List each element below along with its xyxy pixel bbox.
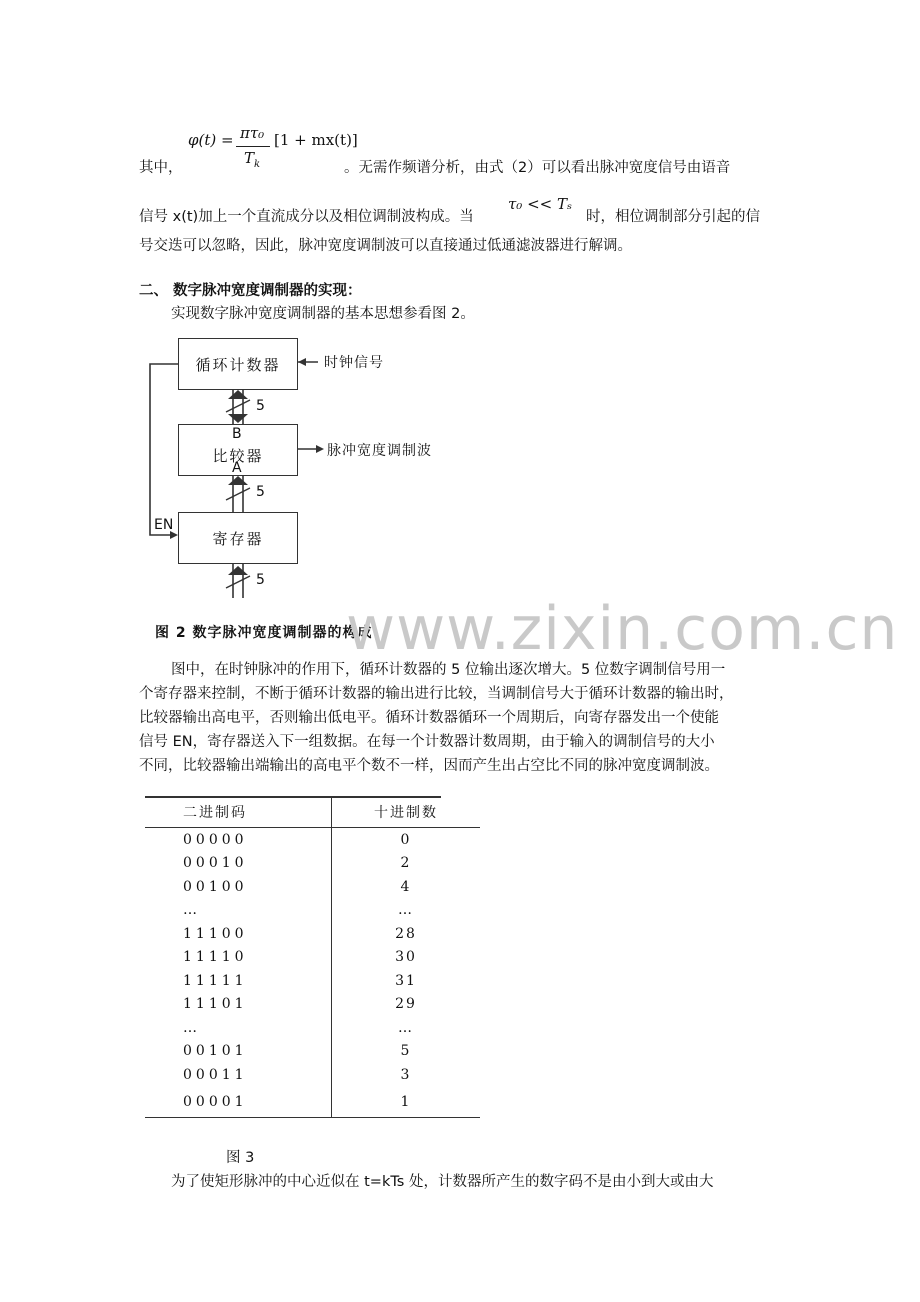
- table-row: [145, 1087, 480, 1118]
- table-row: [145, 1063, 480, 1087]
- decimal-cell: 29: [395, 996, 417, 1013]
- figure-2-caption: 图 2 数字脉冲宽度调制器的构成: [155, 625, 373, 641]
- port-b-label: B: [232, 426, 242, 442]
- para1-inline-formula: τ₀ << Tₛ: [508, 195, 573, 213]
- counter-box: [178, 338, 298, 390]
- table-row: [145, 828, 480, 852]
- register-label: 寄存器: [212, 529, 264, 548]
- binary-cell: 00101: [145, 1040, 332, 1064]
- binary-cell: 11110: [145, 946, 332, 970]
- para2-line: 个寄存器来控制，不断于循环计数器的输出进行比较，当调制信号大于循环计数器的输出时，: [139, 686, 734, 702]
- counter-label: 循环计数器: [195, 355, 281, 374]
- enable-label: EN: [154, 517, 174, 533]
- port-a-label: A: [232, 460, 242, 476]
- para2-line: 信号 EN，寄存器送入下一组数据。在每一个计数器计数周期，由于输入的调制信号的大小: [139, 734, 715, 750]
- table-header-row: [145, 797, 480, 828]
- formula-lhs: φ(t) =: [188, 131, 234, 149]
- decimal-cell: 0: [400, 831, 412, 848]
- table-row: [145, 852, 480, 876]
- para1-line3: 号交迭可以忽略，因此，脉冲宽度调制波可以直接通过低通滤波器进行解调。: [139, 238, 632, 254]
- decimal-cell: 30: [395, 949, 417, 966]
- figure-3-caption: 图 3: [226, 1150, 255, 1166]
- decimal-cell: …: [398, 1019, 414, 1036]
- para1-rest: 。无需作频谱分析，由式（2）可以看出脉冲宽度信号由语音: [344, 160, 731, 176]
- register-box: [178, 512, 298, 564]
- binary-cell: …: [145, 899, 332, 923]
- formula-bracket: [1 + mx(t)]: [274, 131, 358, 149]
- table-row: [145, 946, 480, 970]
- figure-2-wiring: [0, 0, 920, 640]
- table-row: [145, 1016, 480, 1040]
- clock-signal-label: 时钟信号: [324, 355, 384, 371]
- para2-line: 比较器输出高电平，否则输出低电平。循环计数器循环一个周期后，向寄存器发出一个使能: [139, 710, 719, 726]
- decimal-cell: 4: [400, 878, 412, 895]
- para3: 为了使矩形脉冲的中心近似在 t=kTs 处，计数器所产生的数字码不是由小到大或由大: [171, 1174, 714, 1190]
- watermark: www.zixin.com.cn: [346, 594, 899, 664]
- table-row: [145, 993, 480, 1017]
- table-row: [145, 1040, 480, 1064]
- code-table: [145, 797, 480, 1118]
- binary-cell: 11111: [145, 969, 332, 993]
- binary-cell: 00100: [145, 875, 332, 899]
- para1-line2-start: 信号 x(t)加上一个直流成分以及相位调制波构成。当: [139, 209, 474, 225]
- binary-cell: 11100: [145, 922, 332, 946]
- para2-line: 不同，比较器输出端输出的高电平个数不一样，因而产生出占空比不同的脉冲宽度调制波。: [139, 758, 719, 774]
- decimal-cell: 1: [332, 1087, 481, 1118]
- formula-denominator: $T_k$: [244, 149, 261, 170]
- para1-lead: 其中，: [139, 160, 183, 176]
- table-row: [145, 899, 480, 923]
- bus-width-label-3: 5: [256, 572, 265, 588]
- table-row: [145, 969, 480, 993]
- binary-cell: 00001: [145, 1087, 332, 1118]
- binary-cell: 00011: [145, 1063, 332, 1087]
- decimal-cell: 5: [400, 1043, 412, 1060]
- decimal-cell: 2: [400, 855, 412, 872]
- decimal-cell: 31: [395, 972, 417, 989]
- pwm-output-label: 脉冲宽度调制波: [327, 443, 432, 459]
- comparator-label: 比较器: [212, 446, 264, 465]
- para2: [139, 658, 734, 778]
- header-decimal: 十进制数: [332, 797, 481, 828]
- decimal-cell: …: [398, 902, 414, 919]
- table-row: [145, 875, 480, 899]
- binary-cell: 00010: [145, 852, 332, 876]
- para2-line: 图中，在时钟脉冲的作用下，循环计数器的 5 位输出逐次增大。5 位数字调制信号用一: [171, 662, 726, 678]
- section-intro: 实现数字脉冲宽度调制器的基本思想参看图 2。: [171, 306, 475, 322]
- decimal-cell: 3: [400, 1066, 412, 1083]
- formula-numerator: πτ₀: [240, 124, 265, 142]
- bus-width-label-1: 5: [256, 398, 265, 414]
- section-heading: 二、 数字脉冲宽度调制器的实现：: [139, 283, 362, 299]
- decimal-cell: 28: [395, 925, 417, 942]
- table-row: [145, 922, 480, 946]
- binary-cell: …: [145, 1016, 332, 1040]
- bus-width-label-2: 5: [256, 484, 265, 500]
- binary-cell: 11101: [145, 993, 332, 1017]
- para1-line2-end: 时，相位调制部分引起的信: [586, 209, 760, 225]
- binary-cell: 00000: [145, 828, 332, 852]
- header-binary: 二进制码: [145, 797, 332, 828]
